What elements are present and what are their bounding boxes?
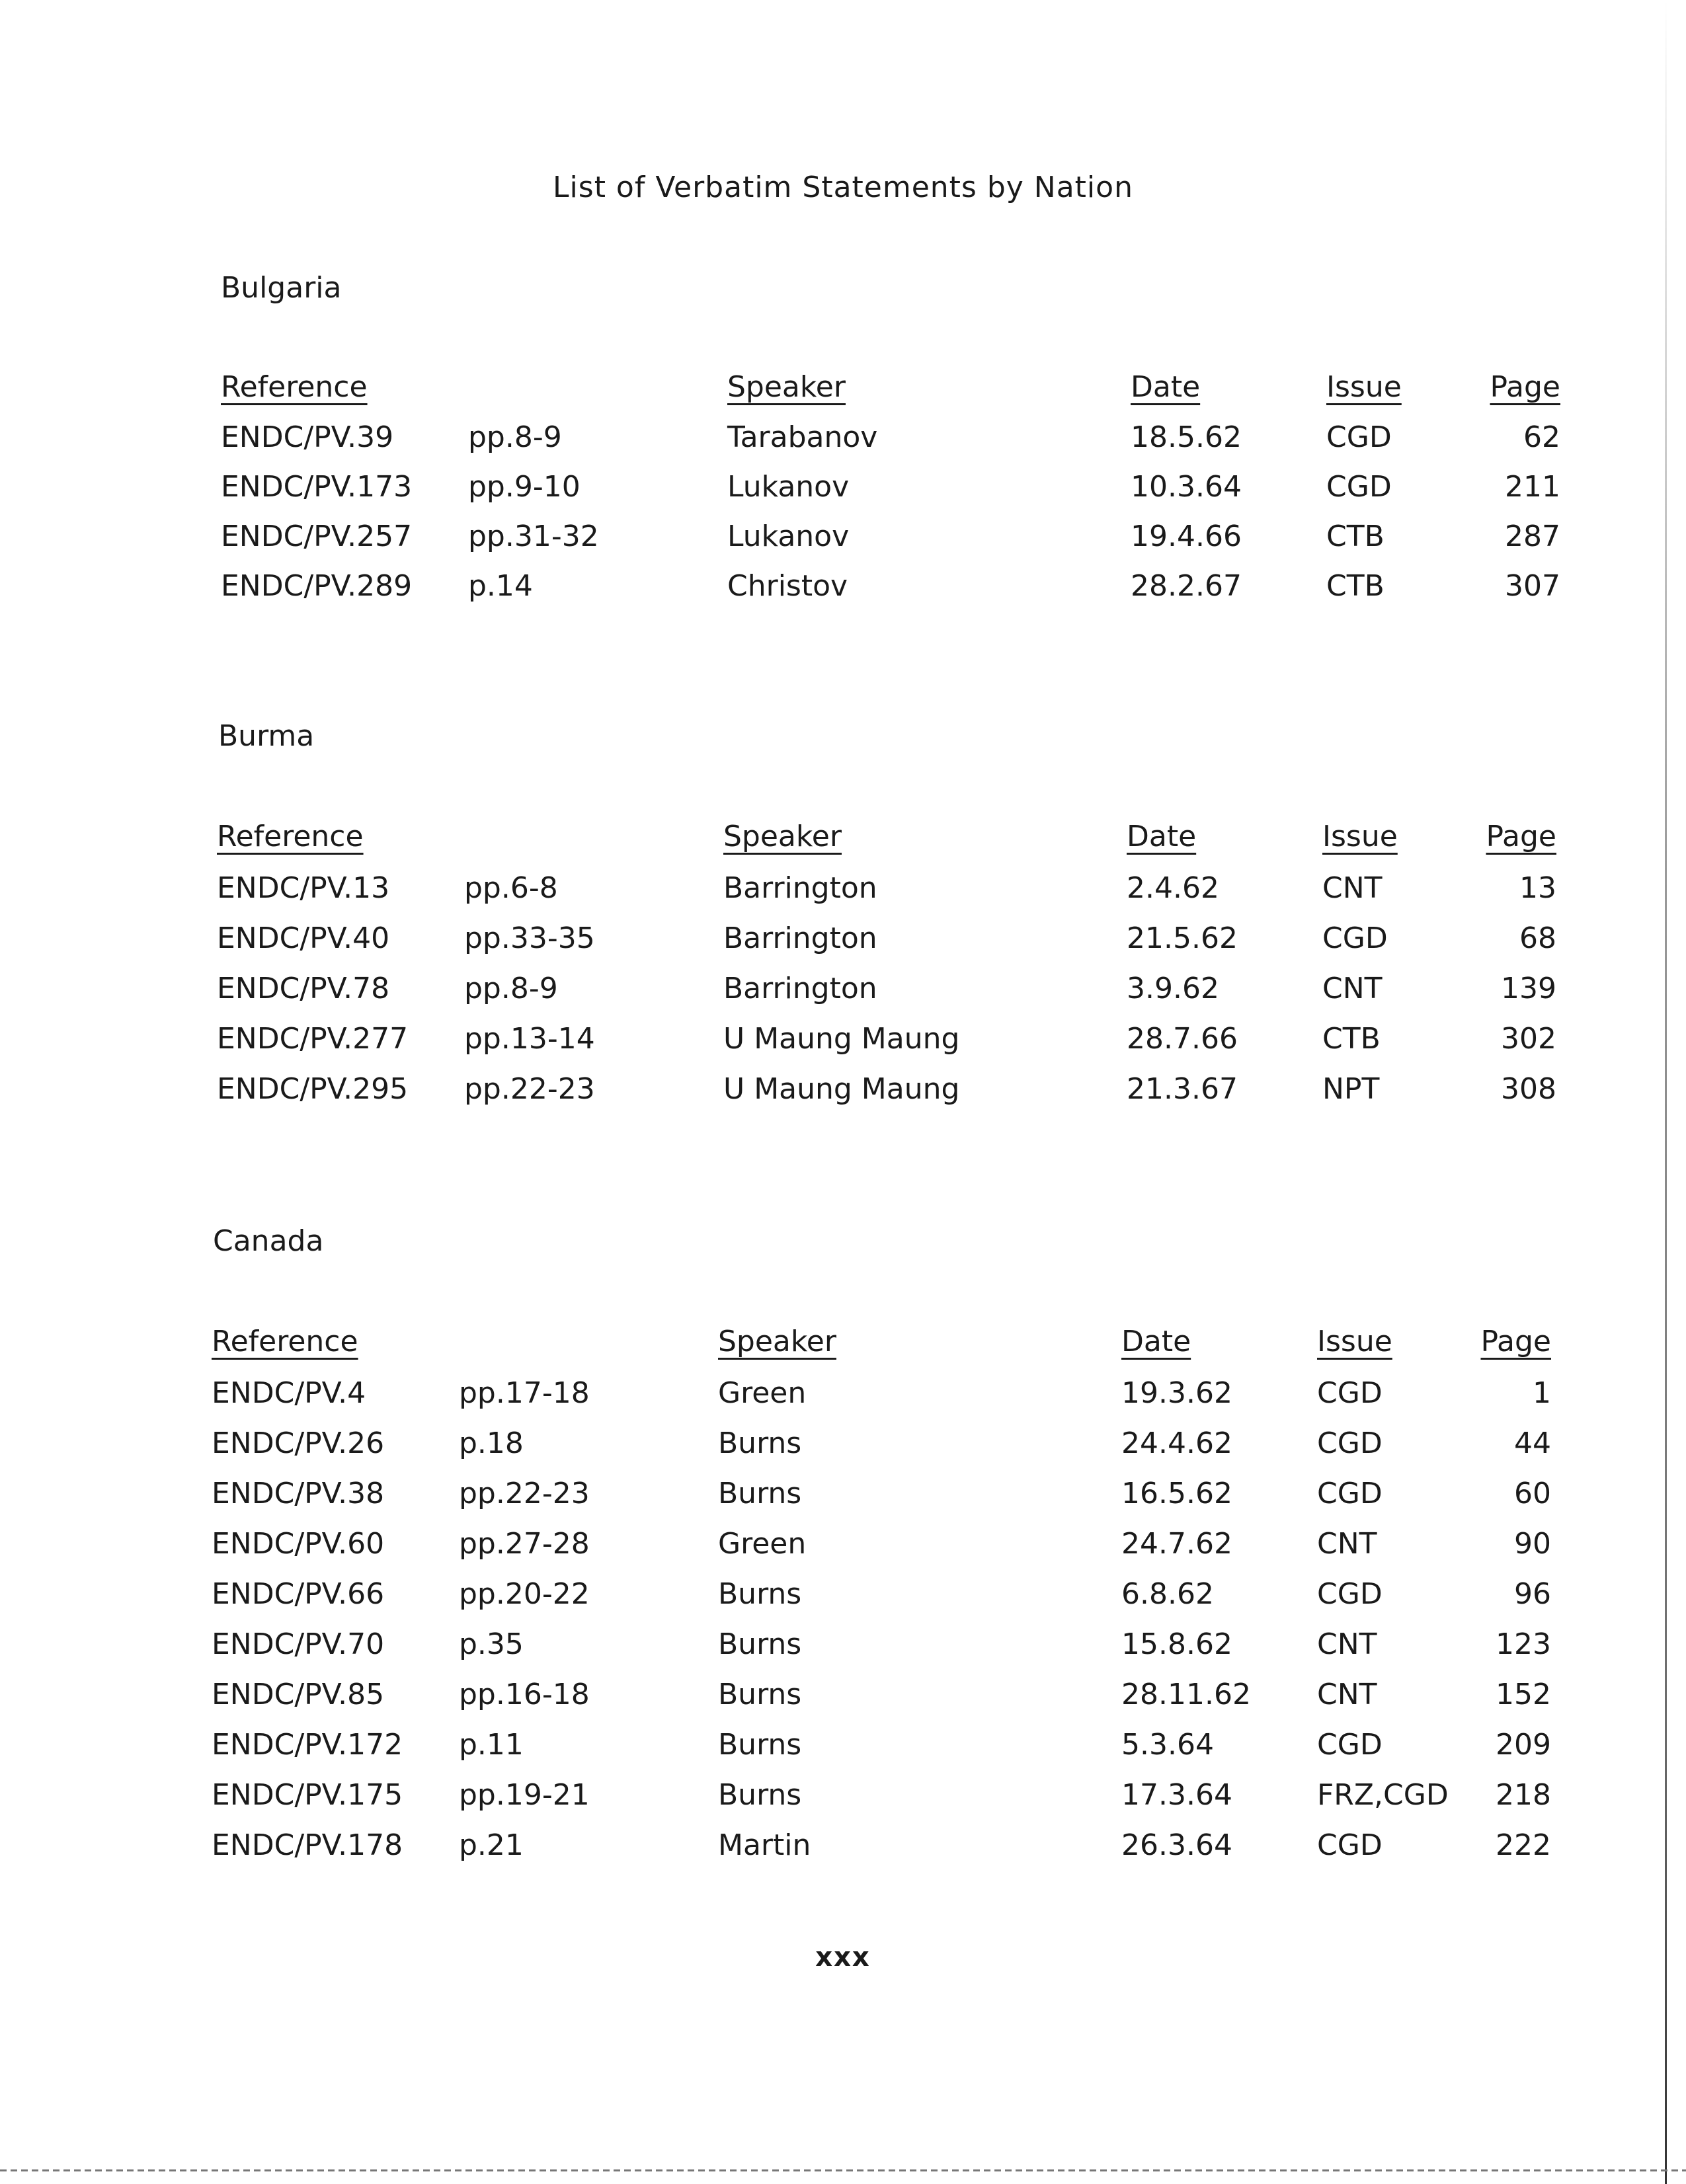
header-date: Date [1121,1325,1191,1358]
cell-reference: ENDC/PV.60 [212,1527,385,1561]
cell-pages: pp.22-23 [464,1072,595,1106]
cell-reference: ENDC/PV.78 [217,972,390,1005]
cell-issue: CGD [1326,420,1392,454]
cell-pages: pp.8-9 [464,972,558,1005]
page-number: xxx [815,1942,871,1972]
cell-pages: p.18 [459,1426,524,1460]
cell-pages: pp.8-9 [468,420,562,454]
cell-page: 302 [1501,1022,1556,1056]
cell-reference: ENDC/PV.70 [212,1627,385,1661]
cell-reference: ENDC/PV.39 [221,420,394,454]
cell-page: 152 [1496,1678,1551,1711]
cell-pages: p.14 [468,569,533,603]
cell-reference: ENDC/PV.173 [221,470,413,504]
cell-issue: CGD [1322,921,1388,955]
cell-date: 28.2.67 [1131,569,1242,603]
table-row [221,520,1686,559]
nation-heading: Burma [218,719,315,753]
cell-date: 24.7.62 [1121,1527,1232,1561]
table-row [221,420,1686,460]
cell-date: 24.4.62 [1121,1426,1232,1460]
cell-page: 222 [1496,1828,1551,1862]
cell-date: 6.8.62 [1121,1577,1214,1611]
cell-date: 26.3.64 [1121,1828,1232,1862]
cell-date: 3.9.62 [1127,972,1219,1005]
cell-issue: CNT [1322,972,1383,1005]
cell-page: 307 [1505,569,1560,603]
cell-speaker: Burns [718,1577,802,1611]
cell-pages: pp.16-18 [459,1678,590,1711]
table-row [217,1022,1686,1062]
cell-speaker: Green [718,1527,807,1561]
cell-page: 62 [1523,420,1560,454]
cell-reference: ENDC/PV.289 [221,569,413,603]
cell-speaker: Lukanov [727,520,850,553]
cell-date: 19.4.66 [1131,520,1242,553]
cell-issue: CGD [1317,1728,1383,1762]
table-row [217,972,1686,1011]
cell-issue: CTB [1322,1022,1381,1056]
cell-issue: NPT [1322,1072,1380,1106]
table-row [212,1778,1686,1818]
page-title: List of Verbatim Statements by Nation [553,171,1133,204]
cell-page: 68 [1519,921,1556,955]
table-row [212,1728,1686,1768]
table-row [217,871,1686,911]
header-speaker: Speaker [723,820,842,853]
cell-reference: ENDC/PV.40 [217,921,390,955]
header-page: Page [1490,370,1560,404]
cell-speaker: Burns [718,1778,802,1812]
cell-reference: ENDC/PV.13 [217,871,390,905]
cell-page: 287 [1505,520,1560,553]
cell-pages: pp.17-18 [459,1376,590,1410]
cell-issue: CTB [1326,520,1385,553]
cell-issue: CGD [1317,1426,1383,1460]
cell-page: 211 [1505,470,1560,504]
cell-issue: CNT [1322,871,1383,905]
header-issue: Issue [1322,820,1398,853]
cell-page: 218 [1496,1778,1551,1812]
cell-speaker: Christov [727,569,848,603]
table-row [221,470,1686,510]
cell-date: 21.5.62 [1127,921,1238,955]
cell-reference: ENDC/PV.178 [212,1828,403,1862]
cell-date: 28.11.62 [1121,1678,1251,1711]
cell-issue: CNT [1317,1678,1377,1711]
cell-speaker: Burns [718,1627,802,1661]
cell-speaker: Barrington [723,921,877,955]
cell-issue: CGD [1317,1828,1383,1862]
cell-issue: CGD [1326,470,1392,504]
cell-date: 18.5.62 [1131,420,1242,454]
header-reference: Reference [217,820,364,853]
header-reference: Reference [212,1325,358,1358]
cell-page: 209 [1496,1728,1551,1762]
table-row [212,1426,1686,1466]
cell-pages: p.11 [459,1728,524,1762]
cell-date: 21.3.67 [1127,1072,1238,1106]
cell-page: 60 [1514,1477,1551,1510]
cell-reference: ENDC/PV.38 [212,1477,385,1510]
cell-page: 1 [1533,1376,1551,1410]
cell-date: 16.5.62 [1121,1477,1232,1510]
cell-reference: ENDC/PV.66 [212,1577,385,1611]
cell-pages: pp.13-14 [464,1022,595,1056]
header-date: Date [1131,370,1201,404]
table-header [217,820,1686,859]
cell-page: 90 [1514,1527,1551,1561]
cell-date: 19.3.62 [1121,1376,1232,1410]
table-header [212,1325,1686,1364]
cell-date: 17.3.64 [1121,1778,1232,1812]
cell-page: 308 [1501,1072,1556,1106]
cell-speaker: Lukanov [727,470,850,504]
cell-reference: ENDC/PV.172 [212,1728,403,1762]
header-issue: Issue [1326,370,1402,404]
table-row [212,1678,1686,1717]
cell-speaker: Barrington [723,972,877,1005]
cell-date: 2.4.62 [1127,871,1219,905]
cell-reference: ENDC/PV.26 [212,1426,385,1460]
cell-speaker: Tarabanov [727,420,878,454]
cell-page: 13 [1519,871,1556,905]
table-row [221,569,1686,609]
header-reference: Reference [221,370,368,404]
cell-speaker: Burns [718,1728,802,1762]
cell-issue: CGD [1317,1477,1383,1510]
cell-reference: ENDC/PV.277 [217,1022,409,1056]
cell-issue: CGD [1317,1376,1383,1410]
cell-issue: CNT [1317,1527,1377,1561]
cell-date: 15.8.62 [1121,1627,1232,1661]
cell-speaker: Martin [718,1828,811,1862]
cell-speaker: Burns [718,1426,802,1460]
cell-page: 139 [1501,972,1556,1005]
cell-date: 28.7.66 [1127,1022,1238,1056]
header-issue: Issue [1317,1325,1392,1358]
cell-speaker: U Maung Maung [723,1072,960,1106]
cell-pages: pp.31-32 [468,520,599,553]
cell-issue: FRZ,CGD [1317,1778,1449,1812]
cell-reference: ENDC/PV.175 [212,1778,403,1812]
cell-issue: CNT [1317,1627,1377,1661]
cell-reference: ENDC/PV.295 [217,1072,409,1106]
nation-heading: Bulgaria [221,271,342,305]
cell-reference: ENDC/PV.85 [212,1678,385,1711]
nation-heading: Canada [213,1224,324,1258]
cell-page: 44 [1514,1426,1551,1460]
table-row [217,921,1686,961]
cell-issue: CGD [1317,1577,1383,1611]
cell-page: 96 [1514,1577,1551,1611]
cell-pages: pp.27-28 [459,1527,590,1561]
table-row [212,1376,1686,1416]
table-header [221,370,1686,410]
cell-pages: p.35 [459,1627,524,1661]
header-speaker: Speaker [727,370,846,404]
header-page: Page [1480,1325,1551,1358]
cell-pages: pp.19-21 [459,1778,590,1812]
header-date: Date [1127,820,1197,853]
cell-date: 10.3.64 [1131,470,1242,504]
cell-reference: ENDC/PV.257 [221,520,413,553]
cell-pages: pp.9-10 [468,470,581,504]
table-row [212,1577,1686,1617]
cell-issue: CTB [1326,569,1385,603]
cell-pages: pp.20-22 [459,1577,590,1611]
cell-pages: pp.33-35 [464,921,595,955]
table-row [212,1828,1686,1868]
scan-edge-bottom [0,2169,1686,2171]
header-speaker: Speaker [718,1325,836,1358]
cell-pages: p.21 [459,1828,524,1862]
cell-pages: pp.6-8 [464,871,558,905]
table-row [217,1072,1686,1112]
table-row [212,1627,1686,1667]
cell-speaker: Burns [718,1678,802,1711]
cell-speaker: Barrington [723,871,877,905]
cell-speaker: Burns [718,1477,802,1510]
header-page: Page [1486,820,1556,853]
cell-speaker: U Maung Maung [723,1022,960,1056]
table-row [212,1477,1686,1516]
cell-page: 123 [1496,1627,1551,1661]
cell-date: 5.3.64 [1121,1728,1214,1762]
cell-reference: ENDC/PV.4 [212,1376,366,1410]
table-row [212,1527,1686,1567]
cell-speaker: Green [718,1376,807,1410]
cell-pages: pp.22-23 [459,1477,590,1510]
scan-edge-right [1665,0,1667,2184]
